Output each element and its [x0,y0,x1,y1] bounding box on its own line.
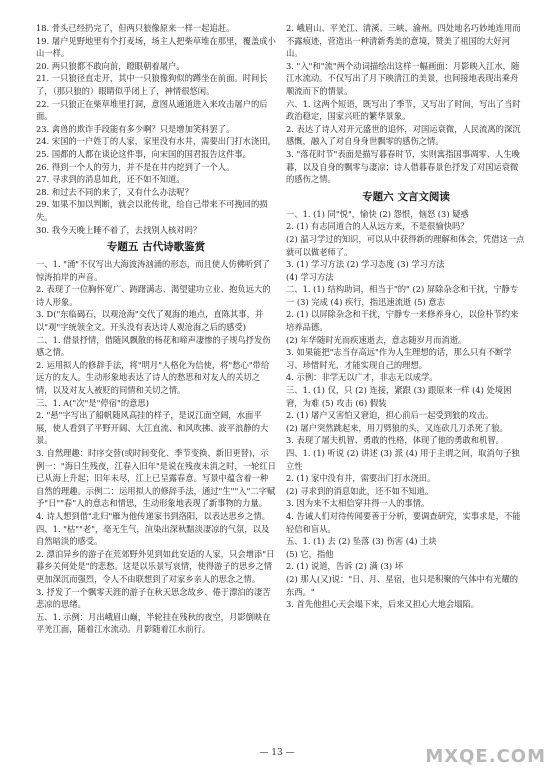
answer-line: 二、1. (1) 结构助词，相当于"的" (2) 屏除杂念和干扰，宁静专一 (3) 完成 (4) 疾行，指迅速流逝 (5) 意志 [286,284,519,307]
section-heading: 专题五 古代诗歌鉴赏 [106,241,206,254]
answer-line: 一、1. "涌"不仅写出大海波涛汹涌的形态，而且使人仿佛听到了惊涛拍岸的声音。 [36,259,270,282]
answer-line: 3. (1) 学习方法 (2) 学习态度 (3) 学习方法 [286,259,445,270]
answer-line: 4. 诗人想到借"北归"雁为他传递家书到洛阳，以表达思乡之情。 [36,510,270,521]
answer-line: 23. 禽兽的欺诈手段能有多少啊？只是增加笑料罢了。 [36,123,235,134]
answer-line: 3. "入"和"流"两个动词描绘出这样一幅画面：月影映入江水，随江水流动。不仅写出了月下映清江的美景，也间接地表现出乘舟顺流而下的情景。 [286,60,520,96]
answer-line: 四、1. "枯""老"，毫无生气，渲染出深秋黯淡凄凉的气氛，以及自然暗淡的感受。 [36,523,270,547]
section-heading: 专题六 文言文阅读 [362,190,450,203]
page-number: — 13 — [259,748,295,758]
answer-line: 4. 示例：非学无以广才，非志无以成学。 [286,372,438,383]
answer-line: 3. 首先他担心天会塌下来，后来又担心大地会塌陷。 [286,599,480,610]
answer-line: 3. 自然理趣：时序交替(或时间变化、季节变换、新旧更替)，示例一："海日生残夜，江春入旧年"是说在残夜未消之时，一轮红日已从海上升起；旧年未尽，江上已呈露春意。写景中蕴含着一种自然的理趣。示例二：运用拟人的修辞手法，通过"生""入"二字赋予"日""春"人的意志和情思，生动形象地表现了新事物的力量。 [36,448,276,509]
answer-line: 3. 抒发了一个飘零天涯的游子在秋天思念故乡、倦于漂泊的凄苦悲凉的思绪。 [36,586,271,610]
answer-line: 19. 屠户见野地里有个打麦场，场主人把柴草堆在那里，覆盖成小山一样。 [36,35,276,59]
answer-line: (2) 那人(又)说："日、月、星宿，也只是积聚的气体中有光耀的东西。" [286,573,519,597]
answer-line: 2. (1) 有志同道合的人从远方来，不是很愉快吗？ [286,221,469,232]
answer-line: 2. (1) 屠户又害怕又窘迫，担心前后一起受到狼的攻击。 [286,410,494,421]
answer-line: 21. 一只狼径直走开，其中一只狼像狗似的蹲坐在前面。时间长了，（那只狼的）眼睛似乎闭上了，神情很悠闲。 [36,73,268,96]
answer-line: 2. 表达了诗人对开元盛世的追怀，对国运衰微，人民流离的深沉感慨，融入了对自身身世飘零的感伤之情。 [286,123,521,147]
answer-line: 2. "悬"字写出了船帆随风高挂的样子，是说江面空阔，水面平展，使人看到了平野开阔、大江直流、和风吹拂、波平浪静的大景。 [36,410,269,446]
answer-line: (4) 学习方法 [286,271,334,282]
answer-line: 25. 国都的人都在谈论这件事，向宋国的国君报告这件事。 [36,148,251,159]
answer-line: 四、1. (1) 听说 (2) 讲述 (3) 派 (4) 用于主谓之间，取消句子独立性 [286,448,520,471]
answer-line: 二、1. 借景抒情，借随风飘散的杨花和啼声凄惨的子规鸟抒发伤感之情。 [36,334,271,358]
answer-line: 2. (1) 说道，告诉 (2) 满 (3) 坏 [286,561,404,572]
answer-line: 4. 告诫人们对待传闻要善于分析，要调查研究，实事求是，不能轻信和盲从。 [286,510,521,534]
answer-line: 28. 和过去不同的来了，又有什么办法呢？ [36,186,193,197]
answer-line: (2) 屠户突然跳起来，用刀劈狼的头，又连砍几刀杀死了狼。 [286,422,508,433]
answer-line: 3. D("东临碣石，以观沧海"交代了观海的地点，直陈其事，并以"观"字统领全文。开头没有表达诗人观沧海之后的感受) [36,309,264,333]
answer-page [36,22,526,737]
answer-line: 六、1. 这两个短语，既写出了季节，又写出了时间，写出了当时政治稳定，国家兴旺的繁华景象。 [286,98,521,122]
answer-line: 2. 表现了一位胸怀宽广、踌躇满志、渴望建功立业、抱负远大的诗人形象。 [36,284,271,307]
answer-line: 22. 一只狼正在柴草堆里打洞，意图从通道进入来攻击屠户的后面。 [36,98,268,122]
answer-line: 3. 如果能把"志当存高远"作为人生理想的话，那么只有不断学习、珍惜时光，才能实现自己的理想。 [286,347,512,370]
answer-line: 2. 运用拟人的修辞手法，将"明月"人格化为信使，将"愁心"带给远方的友人。生动形象地表达了诗人的愁思和对友人的关切之情，以及对友人被贬的同情和关切之情。 [36,359,270,396]
answer-line: (2) 寻求到的消息如此，还不如不知道。 [286,485,434,496]
answer-line: 26. 得到一个人的劳力，并不是在井内挖到了一个人。 [36,161,235,172]
watermark-logo: MXQE.COM [425,746,546,767]
answer-line: 29. 如果不加以判断，就会以讹传讹，给自己带来不可挽回的损失。 [36,199,268,222]
answer-line: 2. 漂泊异乡的游子在荒郊野外见到如此安适的人家，只会增添"日暮乡关何处是"的悲愁。这是以乐景写哀情，使得游子的思乡之情更加深沉而强烈，令人不由联想到了对家乡亲人的思念之情。 [36,548,275,584]
answer-line: 2. 峨眉山、平羌江、清溪、三峡、渝州。四处地名巧妙地连用而不露痕迹，营造出一种清新秀美的意境，赞美了祖国的大好河山。 [286,23,521,59]
answer-line: 三、1. A("次"是"停宿"的意思) [36,397,149,408]
left-column [36,22,276,737]
answer-line: 24. 宋国的一户姓丁的人家，家里没有水井，需要出门打水浇田。 [36,136,276,147]
answer-line: (2) 温习学过的知识，可以从中获得新的理解和体会，凭借这一点就可以做老师了。 [286,233,525,257]
answer-line: 一、1. (1) 同"悦"，愉快 (2) 怨恨，恼怒 (3) 疑惑 [286,208,469,219]
answer-line: 3. 因为来不太相信穿井得一人的事情。 [286,498,430,509]
answer-line: 3. "落花时节"表面是描写暮春时节，实则寓指国事凋零、人生晚暮，以及自身的飘零与凄凉；诗人借暮春景色抒发了对国运衰微的感伤之情。 [286,148,520,185]
answer-line: 3. 表现了屠夫机智、勇敢的性格，体现了他的勇敢和机智。 [286,435,504,446]
answer-line: 2. (1) 以屏除杂念和干扰，宁静专一来修养身心，以俭朴节约来培养品德。 [286,309,519,333]
answer-line: 五、1. (1) 去 (2) 坠落 (3) 伤害 (4) 土块 [286,536,437,547]
answer-line: 27. 寻求到的消息如此，还不如不知道。 [36,174,185,185]
answer-line: (2) 年华随时光而疾速逝去，意志随岁月而消逝。 [286,334,467,345]
right-column [286,22,526,737]
answer-line: 20. 两只狼都不敢向前，瞪眼朝着屠户。 [36,60,185,71]
answer-line: (5) 它，指他 [286,548,334,559]
answer-line: 30. 我今天晚上睡不着了，去找别人核对吗？ [36,224,202,235]
answer-line: 三、1. (1) 仅，只 (2) 连接，紧跟 (3) 跟原来一样 (4) 处境困窘，为难 (5) 攻击 (6) 假装 [286,385,512,408]
answer-line: 2. (1) 家中没有井，需要出门打水浇田。 [286,473,436,484]
answer-line: 五、1. 示例：月出峨眉山巅，半轮挂在残秋的夜空，月影倒映在平羌江面，随着江水流动。月影随着江水前行。 [36,611,271,635]
answer-line: 18. 骨头已经扔完了，但两只狼像原来一样一起追赶。 [36,23,235,33]
